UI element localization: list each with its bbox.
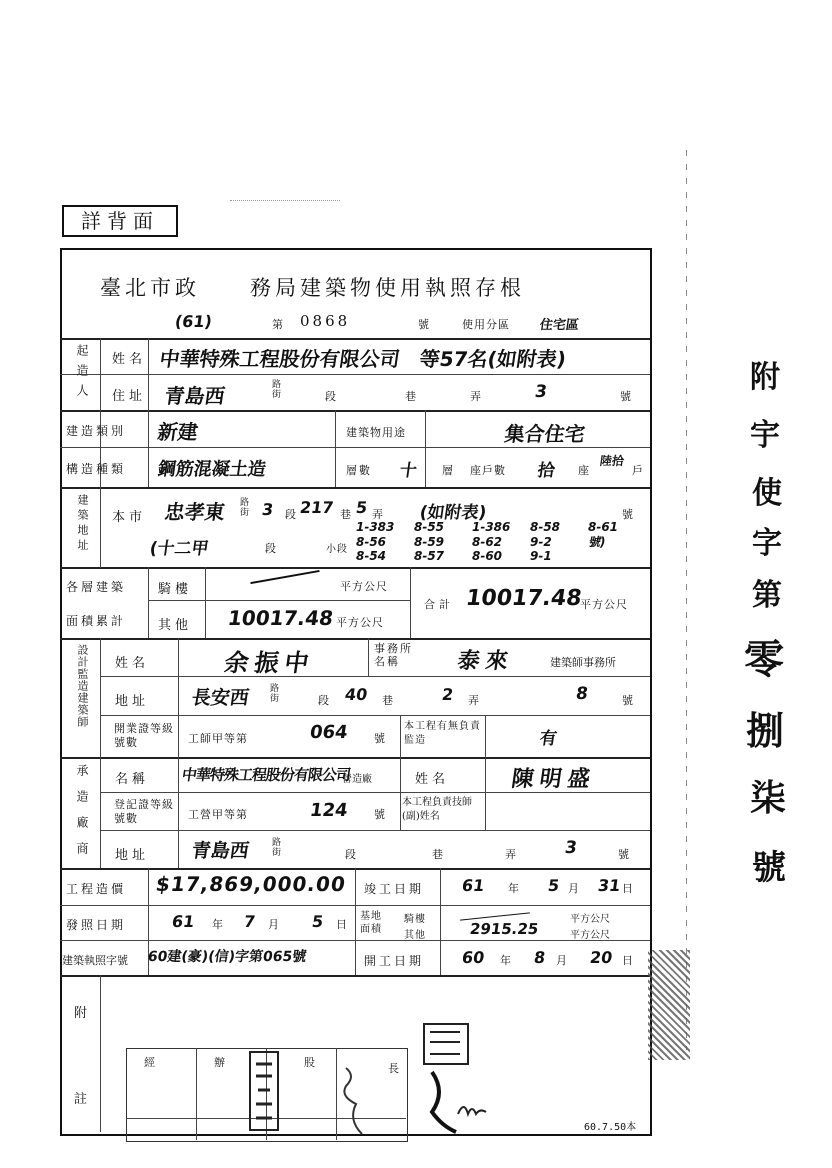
lot-number: 8-59 (414, 534, 445, 549)
area-upper-unit: 平方公尺 (340, 580, 388, 593)
contractor-reg-grade: 工營甲等第 (188, 808, 248, 821)
owner-road-label: 路街 (272, 380, 282, 400)
print-code: 60.7.50本 (584, 1122, 637, 1133)
finish-month-unit: 月 (568, 882, 583, 895)
architect-section-label: 設計監造建築師 (76, 644, 89, 728)
finish-month: 5 (546, 876, 561, 895)
contractor-no-unit: 號 (618, 848, 633, 861)
margin-char: 捌 (746, 708, 785, 753)
units-value2: 陸拾 (598, 454, 625, 468)
base-upper-label: 騎樓 (404, 914, 426, 925)
issue-day-unit: 日 (336, 918, 351, 931)
architect-alley-unit: 弄 (468, 694, 483, 707)
start-day-unit: 日 (622, 954, 637, 967)
contractor-name-suffix: 營造廠 (342, 774, 372, 785)
area-upper-label: 騎樓 (158, 582, 193, 597)
floors-value: 十 (398, 461, 419, 481)
signature-mark (456, 1096, 496, 1120)
contractor-name-label: 名稱 (115, 772, 150, 787)
architect-no-value: 8 (574, 684, 590, 704)
architect-no-unit: 號 (622, 694, 637, 707)
start-month-unit: 月 (556, 954, 571, 967)
architect-lane-unit: 巷 (382, 694, 397, 707)
site-lot-list (356, 520, 646, 564)
start-day: 20 (588, 948, 614, 967)
number-suffix: 號 (418, 318, 433, 331)
site-alley-unit: 弄 (372, 508, 387, 521)
contractor-tech-label: 本工程負責技師(副)姓名 (402, 797, 472, 822)
architect-section-unit: 段 (318, 694, 333, 707)
margin-char: 附 (750, 360, 780, 395)
document-tag: 詳背面 (62, 205, 178, 237)
page-title: 臺北市政 務局建築物使用執照存根 (100, 276, 525, 300)
site-lot-section: (十二甲 (148, 539, 210, 559)
area-label-1: 各層建築 (66, 580, 127, 594)
issue-label: 發照日期 (66, 918, 127, 932)
lot-number: 1-383 (356, 520, 395, 534)
contractor-reg-label: 登記證等級號數 (114, 798, 174, 825)
architect-name-label: 姓名 (115, 656, 150, 671)
lot-number: 9-1 (530, 549, 552, 564)
structure-label: 構造種類 (66, 462, 127, 476)
owner-name-value: 中華特殊工程股份有限公司 等57名(如附表) (158, 347, 568, 371)
cost-label: 工程造價 (66, 882, 127, 896)
architect-license-no: 064 (308, 722, 350, 743)
permit-number: 0868 (300, 312, 351, 330)
architect-lane-value: 40 (343, 685, 369, 704)
area-other-unit: 平方公尺 (336, 616, 384, 629)
floors-unit: 層 (442, 464, 457, 477)
finish-year: 61 (460, 876, 486, 895)
owner-no-unit: 號 (620, 390, 635, 403)
owner-section-label: 起造人 (75, 344, 89, 404)
lot-number: 8-60 (472, 549, 503, 564)
architect-road-label: 路街 (270, 684, 280, 704)
finish-day-unit: 日 (622, 882, 637, 895)
faint-stamp (230, 182, 340, 201)
lot-number: 8-61 (588, 520, 619, 534)
margin-char: 字 (752, 526, 782, 561)
contractor-reg-no: 124 (308, 800, 350, 821)
architect-address-value: 長安西 (190, 687, 251, 709)
margin-char: 零 (744, 636, 784, 683)
handwritten-seal (340, 1060, 370, 1140)
use-value: 集合住宅 (503, 422, 587, 446)
owner-name-label: 姓名 (112, 352, 147, 367)
base-other-label: 其他 (404, 930, 426, 941)
official-seal (248, 1050, 288, 1134)
contractor-address-value: 青島西 (190, 840, 251, 862)
margin-char: 宇 (750, 418, 780, 453)
units-label: 座戶數 (470, 464, 506, 477)
issue-year-unit: 年 (212, 918, 227, 931)
area-total-label: 合計 (424, 598, 454, 611)
architect-license-label: 開業證等級號數 (114, 722, 174, 749)
owner-lane-unit: 巷 (405, 390, 420, 403)
architect-office-suffix: 建築師事務所 (550, 656, 616, 669)
zone-value: 住宅區 (538, 318, 580, 333)
stamp-label-4: 長 (388, 1062, 403, 1075)
lot-number: 8-62 (472, 534, 503, 549)
issue-year: 61 (170, 912, 196, 931)
area-label-2: 面積累計 (66, 614, 127, 628)
base-upper-unit: 平方公尺 (570, 914, 610, 925)
owner-address-no: 3 (533, 382, 549, 402)
architect-name-value: 余振中 (222, 649, 317, 677)
architect-office-value: 泰來 (455, 649, 516, 674)
area-total-unit: 平方公尺 (580, 598, 628, 611)
zone-label: 使用分區 (462, 318, 510, 331)
margin-char: 第 (752, 578, 782, 613)
finish-label: 竣工日期 (364, 882, 425, 896)
margin-char: 使 (752, 476, 782, 511)
lot-number: 8-56 (356, 534, 387, 549)
lot-number: 8-57 (414, 549, 445, 564)
supervisor-seal (422, 1022, 472, 1138)
area-other-value: 10017.48 (226, 606, 335, 630)
start-label: 開工日期 (364, 954, 425, 968)
base-label: 基地面積 (360, 911, 382, 935)
contractor-no-value: 3 (563, 838, 579, 858)
owner-alley-unit: 弄 (470, 390, 485, 403)
scan-noise (648, 950, 690, 1060)
base-other-value: 2915.25 (468, 920, 540, 938)
structure-value: 鋼筋混凝土造 (156, 459, 268, 480)
finish-year-unit: 年 (508, 882, 523, 895)
units-value: 拾 (536, 461, 557, 481)
owner-address-value: 青島西 (163, 384, 227, 408)
floors-label: 層數 (346, 464, 372, 477)
owner-address-label: 住址 (112, 389, 147, 404)
category-value: 新建 (156, 420, 200, 444)
architect-license-suffix: 號 (374, 732, 389, 745)
use-label: 建築物用途 (346, 426, 406, 439)
contractor-address-label: 地址 (115, 848, 150, 863)
lot-number: 8-58 (530, 520, 561, 534)
notes-label-bottom: 註 (74, 1092, 92, 1107)
contractor-reg-suffix: 號 (374, 808, 389, 821)
permit-value: 60建(豪)(信)字第065號 (146, 949, 308, 965)
architect-license-grade: 工師甲等第 (188, 732, 248, 745)
stamp-label-1: 經 (144, 1056, 159, 1069)
start-year-unit: 年 (500, 954, 515, 967)
site-road: 忠孝東 (163, 500, 227, 524)
site-section-unit: 段 (285, 508, 300, 521)
site-no-unit: 號 (622, 508, 637, 521)
units-unit2: 戶 (632, 464, 647, 477)
site-section-value: 3 (260, 500, 275, 519)
site-lot-section-unit: 段 (265, 542, 280, 555)
stamp-label-3: 股 (304, 1056, 319, 1069)
scan-edge-line (686, 150, 687, 1050)
contractor-person-value: 陳明盛 (509, 767, 598, 792)
contractor-alley-unit: 弄 (505, 848, 520, 861)
units-unit1: 座 (578, 464, 593, 477)
lot-number: 8-55 (414, 520, 445, 534)
issue-month: 7 (242, 912, 257, 931)
contractor-road-label: 路街 (272, 838, 282, 858)
architect-office-label: 事務所名稱 (374, 642, 413, 668)
start-year: 60 (460, 948, 486, 967)
lot-number: 1-386 (472, 520, 511, 534)
contractor-section-label: 承造廠商 (75, 764, 89, 868)
contractor-section-unit: 段 (345, 848, 360, 861)
contractor-person-label: 姓名 (415, 772, 450, 787)
lot-number: 號) (588, 534, 606, 549)
site-lot-label: 小段 (326, 544, 348, 555)
margin-char: 號 (752, 848, 786, 888)
site-road-label: 路街 (240, 498, 250, 518)
stamp-label-2: 辦 (214, 1056, 229, 1069)
permit-year: (61) (173, 312, 214, 331)
category-label: 建造類別 (66, 424, 127, 438)
contractor-name-value: 中華特殊工程股份有限公司 (180, 766, 352, 784)
area-other-label: 其他 (158, 618, 193, 633)
lot-number: 8-54 (356, 549, 387, 564)
site-note: (如附表) (418, 503, 488, 523)
notes-label-top: 附 (74, 1006, 92, 1021)
base-other-unit: 平方公尺 (570, 930, 610, 941)
architect-alley-value: 2 (440, 685, 455, 704)
area-total-value: 10017.48 (464, 586, 584, 611)
finish-day: 31 (596, 876, 622, 895)
owner-section-unit: 段 (325, 390, 340, 403)
issue-month-unit: 月 (268, 918, 283, 931)
site-lane-unit: 巷 (340, 508, 355, 521)
site-city-label: 本市 (112, 510, 147, 525)
contractor-lane-unit: 巷 (432, 848, 447, 861)
number-label: 第 (272, 318, 287, 331)
architect-responsible-label: 本工程有無負責監造 (404, 721, 481, 746)
site-alley-value: 5 (354, 498, 369, 517)
lot-number: 9-2 (530, 534, 552, 549)
site-lane-value: 217 (298, 498, 335, 517)
site-section-label: 建築地址 (76, 494, 89, 554)
permit-label: 建築執照字號 (62, 954, 128, 967)
issue-day: 5 (310, 912, 325, 931)
architect-address-label: 地址 (115, 694, 150, 709)
cost-value: $17,869,000.00 (154, 872, 348, 896)
architect-responsible-value: 有 (538, 729, 559, 749)
margin-char: 柒 (750, 777, 787, 819)
start-month: 8 (532, 948, 547, 967)
